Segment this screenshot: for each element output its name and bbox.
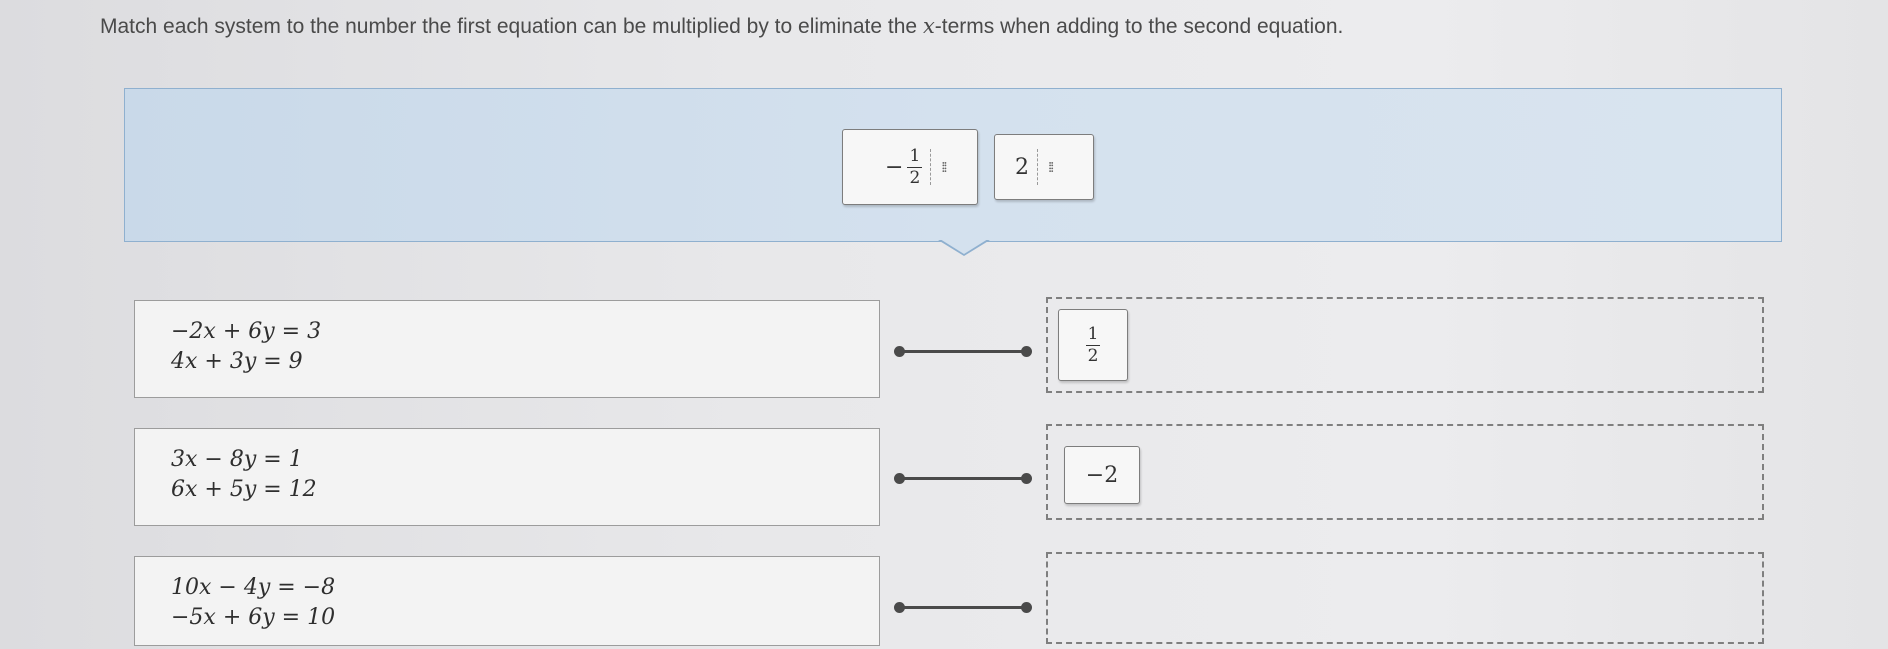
tile-separator [930, 149, 931, 185]
answer-bank-pointer [938, 240, 990, 256]
prompt-text-2: -terms when adding to the second equation. [934, 15, 1344, 38]
tile-sign: − [885, 154, 904, 180]
tile-numerator: 1 [909, 145, 921, 166]
drop-target-2[interactable] [1046, 424, 1764, 520]
tile-denominator: 2 [909, 167, 921, 188]
equation-line: 10x − 4y = −8 [171, 575, 336, 600]
match-connector [898, 350, 1028, 353]
tile-value: −2 [1085, 462, 1119, 488]
tile-value: 2 [1015, 154, 1029, 180]
drag-handle-icon[interactable]: ⁞⁞ [941, 157, 946, 176]
tile-separator [1037, 149, 1038, 185]
match-connector [898, 606, 1028, 609]
equation-line: 6x + 5y = 12 [171, 477, 317, 502]
equation-line: 3x − 8y = 1 [171, 447, 303, 472]
prompt-variable: x [922, 14, 935, 38]
equation-line: −5x + 6y = 10 [171, 605, 336, 630]
placed-tile-half[interactable] [1058, 309, 1128, 381]
drop-target-1[interactable] [1046, 297, 1764, 393]
tile-numerator: 1 [1087, 323, 1099, 344]
answer-tile-neg-half[interactable] [842, 129, 978, 205]
answer-tile-two[interactable] [994, 134, 1094, 200]
prompt-text-1: Match each system to the number the first equation can be multiplied by to eliminate the [100, 15, 923, 38]
drag-handle-icon[interactable]: ⁞⁞ [1048, 157, 1053, 176]
tile-fraction [1086, 323, 1101, 366]
system-card-1 [134, 300, 880, 398]
system-card-3 [134, 556, 880, 646]
placed-tile-neg-two[interactable] [1064, 446, 1140, 504]
match-connector [898, 477, 1028, 480]
equation-line: −2x + 6y = 3 [171, 319, 322, 344]
tile-fraction [907, 145, 922, 188]
equation-line: 4x + 3y = 9 [171, 349, 303, 374]
system-card-2 [134, 428, 880, 526]
question-prompt [100, 8, 1400, 45]
drop-target-3[interactable] [1046, 552, 1764, 644]
tile-denominator: 2 [1087, 345, 1099, 366]
